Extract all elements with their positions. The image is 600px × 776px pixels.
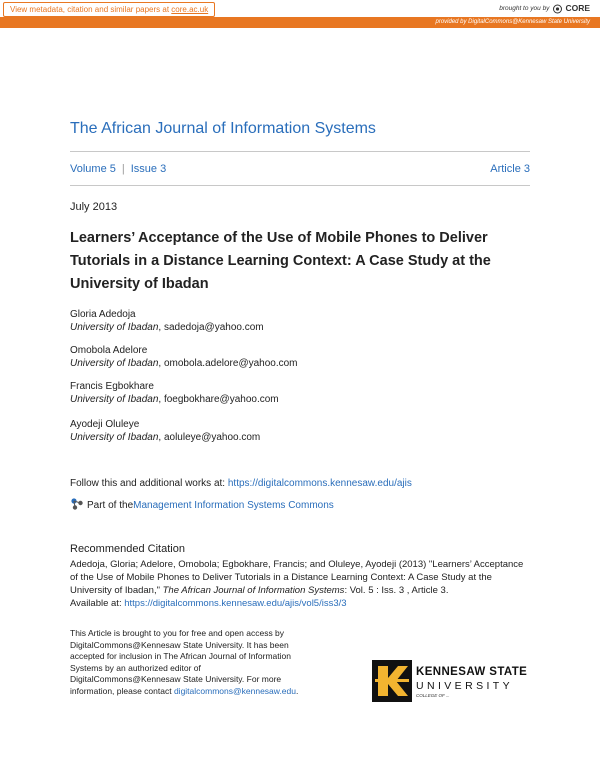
follow-link[interactable]: https://digitalcommons.kennesaw.edu/ajis bbox=[227, 478, 412, 489]
part-of-line bbox=[70, 497, 334, 514]
access-notice-end: . bbox=[295, 685, 299, 696]
author-email: , sadedoja@yahoo.com bbox=[158, 322, 264, 333]
separator: | bbox=[121, 163, 125, 175]
volume-link[interactable]: Volume 5 bbox=[70, 163, 116, 175]
divider-bottom bbox=[70, 185, 530, 186]
ksu-name: KENNESAW STATE bbox=[416, 666, 528, 678]
core-logo-text: CORE bbox=[565, 3, 590, 13]
citation-volume: : Vol. 5 : Iss. 3 , Article 3. bbox=[344, 585, 449, 596]
author-name: Francis Egbokhare bbox=[70, 381, 154, 392]
core-logo-icon bbox=[552, 4, 563, 14]
citation-text bbox=[70, 558, 532, 610]
follow-text: Follow this and additional works at: bbox=[70, 478, 228, 489]
core-provided-by: provided by DigitalCommons@Kennesaw State University bbox=[435, 19, 590, 25]
available-link[interactable]: https://digitalcommons.kennesaw.edu/ajis/vol5/iss3/3 bbox=[124, 598, 347, 609]
core-view-text: View metadata, citation and similar papers at bbox=[10, 5, 172, 14]
ksu-university: UNIVERSITY bbox=[416, 680, 514, 692]
contact-email-link[interactable]: digitalcommons@kennesaw.edu bbox=[173, 685, 296, 696]
author-name: Gloria Adedoja bbox=[70, 309, 136, 320]
citation-journal: The African Journal of Information Systems bbox=[162, 585, 345, 596]
author-block bbox=[70, 380, 279, 406]
issue-link[interactable]: Issue 3 bbox=[130, 163, 167, 175]
author-affiliation: University of Ibadan bbox=[70, 322, 159, 333]
brought-text: brought to you by bbox=[499, 5, 550, 12]
ksu-mark-icon bbox=[372, 658, 412, 704]
network-icon bbox=[70, 497, 84, 514]
author-block bbox=[70, 344, 298, 370]
part-of-text: Part of the bbox=[87, 500, 134, 511]
publication-date: July 2013 bbox=[70, 201, 118, 213]
core-view-metadata-link[interactable] bbox=[3, 2, 215, 17]
author-affiliation: University of Ibadan bbox=[70, 394, 159, 405]
citation-heading: Recommended Citation bbox=[70, 543, 185, 555]
author-name: Ayodeji Oluleye bbox=[70, 419, 140, 430]
journal-title-link[interactable]: The African Journal of Information Systems bbox=[70, 120, 376, 137]
author-email: , omobola.adelore@yahoo.com bbox=[158, 358, 298, 369]
author-email: , aoluleye@yahoo.com bbox=[158, 432, 261, 443]
author-block bbox=[70, 308, 264, 334]
core-link[interactable]: core.ac.uk bbox=[171, 5, 209, 14]
citation-body: Adedoja, Gloria; Adelore, Omobola; Egbokhare, Francis; and Oluleye, Ayodeji (2013) "Learners’ Acceptance of the Use of Mobile Phones to Deliver Tutorials in a Distance Learning Context: A Case Study at the University of Ibadan," bbox=[70, 559, 524, 596]
core-brought-by[interactable] bbox=[499, 2, 590, 15]
commons-link[interactable]: Management Information Systems Commons bbox=[133, 500, 334, 511]
available-text: Available at: bbox=[70, 598, 125, 609]
follow-line bbox=[70, 478, 412, 489]
core-logo[interactable] bbox=[552, 2, 590, 15]
article-link[interactable]: Article 3 bbox=[490, 163, 530, 175]
article-title: Learners’ Acceptance of the Use of Mobile Phones to Deliver Tutorials in a Distance Learning Context: A Case Study at the University of Ibadan bbox=[70, 230, 491, 292]
access-notice-text: This Article is brought to you for free and open access by DigitalCommons@Kennesaw State University. It has been accepted for inclusion in The African Journal of Information Systems by an authorized editor of DigitalCommons@Kennesaw State University. For more information, please contact bbox=[70, 628, 291, 696]
author-affiliation: University of Ibadan bbox=[70, 432, 159, 443]
access-notice bbox=[70, 628, 310, 697]
author-name: Omobola Adelore bbox=[70, 345, 148, 356]
author-block bbox=[70, 418, 260, 444]
author-affiliation: University of Ibadan bbox=[70, 358, 159, 369]
divider-top bbox=[70, 151, 530, 152]
ksu-logo bbox=[372, 658, 532, 706]
ksu-subtitle: COLLEGE OF ... bbox=[416, 693, 450, 698]
author-email: , foegbokhare@yahoo.com bbox=[158, 394, 279, 405]
volume-issue-row bbox=[70, 163, 530, 175]
